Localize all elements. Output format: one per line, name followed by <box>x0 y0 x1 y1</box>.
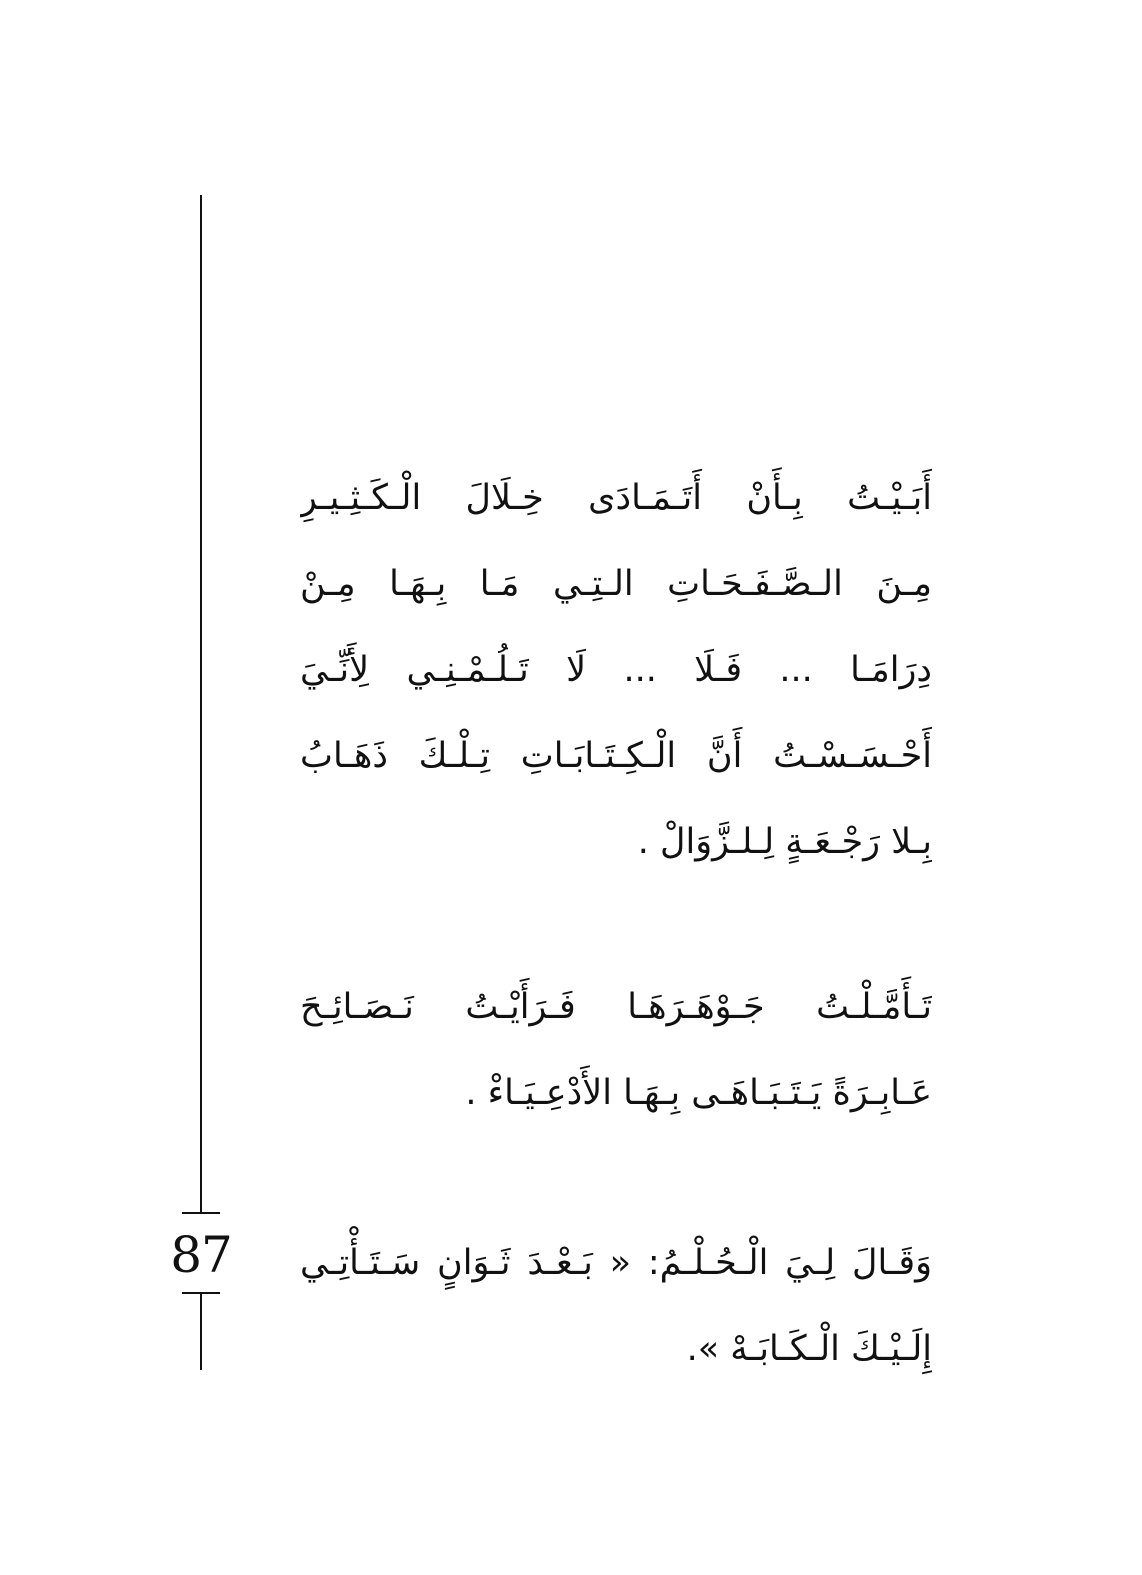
text-line: وَقَـالَ لِـيَ الْـحُـلْـمُ: « بَـعْـدَ ثَـوَانٍ سَـتَـأْتِـي <box>300 1243 932 1283</box>
margin-rule-bottom <box>200 1292 202 1370</box>
text-line: أَبَـيْـتُ بِـأَنْ أَتَـمَـادَى خِـلَالَ الْـكَـثِـيـرِ <box>300 478 932 518</box>
paragraph-3 <box>300 1220 932 1392</box>
text-line: دِرَامَـا ... فَـلَا ... لَا تَـلُـمْـنِـي لِأَنِّـيَ <box>300 650 932 690</box>
text-line: إِلَـيْـكَ الْـكَـابَـهْ ». <box>686 1329 932 1369</box>
text-line: عَـابِـرَةً يَـتَـبَـاهَـى بِـهَـا الأَدْعِـيَـاءْ . <box>465 1073 932 1113</box>
text-line: مِـنَ الـصَّـفَـحَـاتِ الـتِـي مَـا بِـهَـا مِـنْ <box>300 564 932 604</box>
text-line: بِـلا رَجْـعَـةٍ لِـلـزَّوَالْ . <box>637 822 932 862</box>
paragraph-1 <box>300 455 932 885</box>
paragraph-2 <box>300 964 932 1136</box>
page-number-tick-top <box>182 1212 220 1214</box>
text-line: تَـأَمَّـلْـتُ جَـوْهَـرَهَـا فَـرَأَيْـتُ نَـصَـائِـحَ <box>300 987 932 1027</box>
page-number: 87 <box>170 1226 232 1284</box>
text-line: أَحْـسَـسْـتُ أَنَّ الْـكِـتَـابَـاتِ تِـلْـكَ ذَهَـابُ <box>300 736 932 776</box>
margin-rule-top <box>200 195 202 1212</box>
